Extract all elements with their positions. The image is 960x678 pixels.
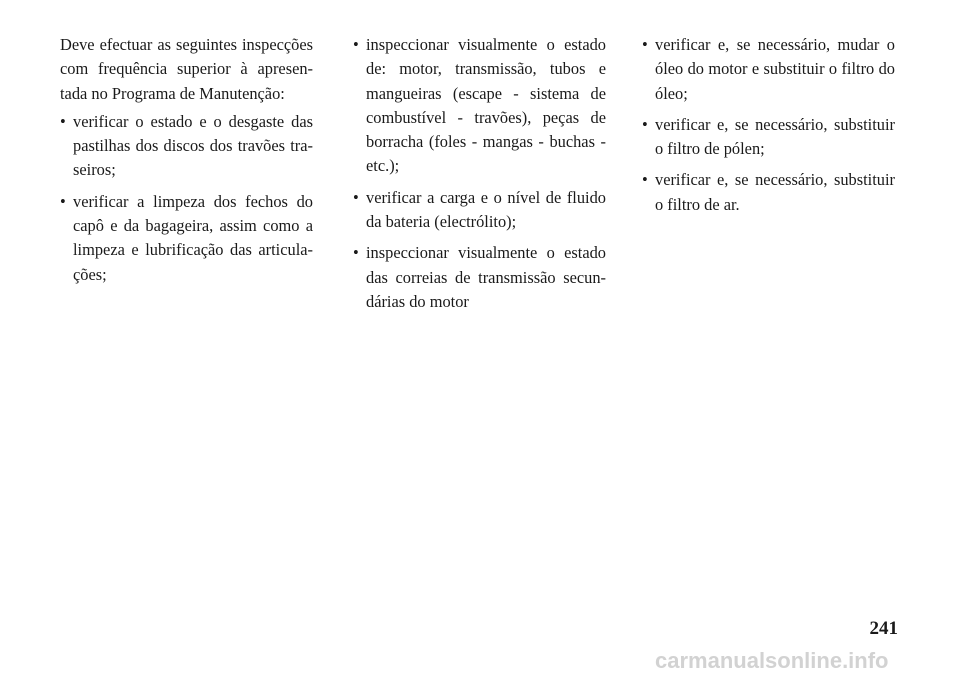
inspection-list-1 — [60, 110, 313, 287]
page-number: 241 — [869, 618, 898, 639]
bullet-icon: • — [353, 35, 359, 54]
list-item-text: verificar o estado e o desgaste das pastilhas dos discos dos travões tra- seiros; — [73, 111, 313, 180]
list-item — [353, 33, 606, 179]
inspection-list-3 — [642, 33, 895, 217]
bullet-icon: • — [60, 111, 66, 131]
text-column-2 — [353, 33, 606, 321]
list-item — [642, 33, 895, 106]
bullet-icon: • — [642, 35, 648, 54]
list-item — [353, 186, 606, 235]
list-item-text: verificar e, se necessário, substituir o filtro de pólen; — [655, 114, 895, 159]
list-item-text: verificar e, se necessário, substituir o filtro de ar. — [655, 170, 895, 214]
bullet-icon: • — [642, 114, 648, 134]
list-item — [60, 190, 313, 287]
list-item-text: verificar a carga e o nível de fluido da bateria (electrólito); — [366, 187, 606, 232]
text-column-3 — [642, 33, 895, 224]
list-item-text: verificar e, se necessário, mudar o óleo do motor e substituir o filtro do óleo; — [655, 35, 895, 103]
text-column-1 — [60, 33, 313, 294]
watermark: carmanualsonline.info — [655, 648, 889, 673]
inspection-list-2 — [353, 33, 606, 314]
list-item — [60, 110, 313, 183]
intro-paragraph: Deve efectuar as seguintes inspecções com frequência superior à apresen- tada no Programa de Manutenção: — [60, 35, 313, 103]
list-item-text: inspeccionar visualmente o estado de: motor, transmissão, tubos e mangueiras (escape - sistema de combustível - travões), peças de borracha (foles - mangas - buchas - etc.); — [366, 35, 606, 176]
bullet-icon: • — [60, 191, 66, 211]
bullet-icon: • — [353, 243, 359, 263]
list-item-text: verificar a limpeza dos fechos do capô e da bagageira, assim como a limpeza e lubrificação das articula- ções; — [73, 191, 313, 284]
list-item — [353, 241, 606, 314]
bullet-icon: • — [642, 170, 648, 190]
list-item — [642, 113, 895, 162]
bullet-icon: • — [353, 187, 359, 207]
list-item-text: inspeccionar visualmente o estado das correias de transmissão secun- dárias do motor — [366, 243, 606, 311]
list-item — [642, 168, 895, 217]
